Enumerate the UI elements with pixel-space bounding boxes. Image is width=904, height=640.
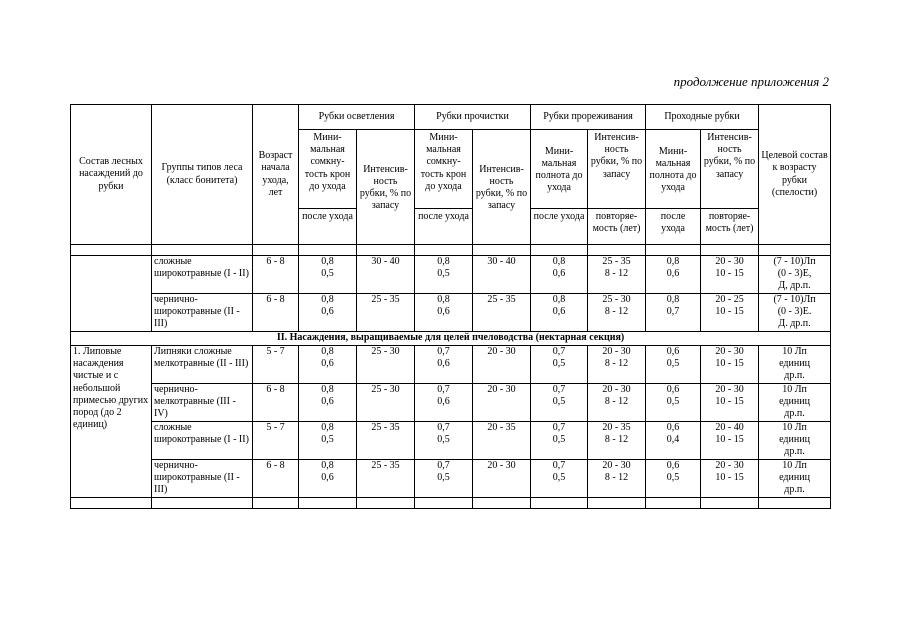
- pr-min-cell: 0,7 0,5: [531, 346, 588, 384]
- pro-min-cell: 0,7 0,6: [415, 384, 473, 422]
- header-osv-min-closure: Мини-мальная сомкну-тость крон до ухода: [299, 130, 357, 209]
- composition-cell: 1. Липовые насаждения чистые и с небольшой примесью других пород (до 2 единиц): [71, 346, 152, 498]
- ph-min-cell: 0,6 0,5: [646, 346, 701, 384]
- pro-int-cell: 20 - 30: [473, 346, 531, 384]
- table-row: [71, 256, 831, 294]
- header-pro-after: после ухода: [415, 209, 473, 245]
- header-target-composition: Целевой состав к возрасту рубки (спелости): [759, 105, 831, 245]
- pr-min-cell: 0,8 0,6: [531, 256, 588, 294]
- pr-min-cell: 0,7 0,5: [531, 460, 588, 498]
- header-prorezhivanie: Рубки прореживания: [531, 105, 646, 130]
- group1-body: [71, 256, 831, 332]
- target-cell: 10 Лп единиц др.п.: [759, 422, 831, 460]
- header-pro-intensity: Интенсив-ность рубки, % по запасу: [473, 130, 531, 245]
- pro-int-cell: 30 - 40: [473, 256, 531, 294]
- ph-min-cell: 0,8 0,6: [646, 256, 701, 294]
- header-prohodnye: Проходные рубки: [646, 105, 759, 130]
- pr-min-cell: 0,7 0,5: [531, 384, 588, 422]
- table-row: [71, 460, 831, 498]
- ph-int-cell: 20 - 25 10 - 15: [701, 294, 759, 332]
- header-composition: Состав лесных насаждений до рубки: [71, 105, 152, 245]
- empty-row-bottom: [71, 498, 831, 509]
- pr-int-cell: 25 - 35 8 - 12: [588, 256, 646, 294]
- pr-int-cell: 20 - 30 8 - 12: [588, 460, 646, 498]
- osv-int-cell: 25 - 35: [357, 294, 415, 332]
- osv-int-cell: 25 - 30: [357, 346, 415, 384]
- composition-cell: [71, 256, 152, 332]
- pro-int-cell: 20 - 30: [473, 384, 531, 422]
- header-row-groups: [71, 105, 831, 130]
- osv-int-cell: 25 - 35: [357, 422, 415, 460]
- table-row: [71, 422, 831, 460]
- section-row: [71, 332, 831, 346]
- header-pro-min-closure: Мини-мальная сомкну-тость крон до ухода: [415, 130, 473, 209]
- forest-care-table: [70, 104, 831, 509]
- table-row: [71, 384, 831, 422]
- target-cell: (7 - 10)Лп (0 - 3)Е, Д, др.п.: [759, 256, 831, 294]
- header-pr-min-density: Мини-мальная полнота до ухода: [531, 130, 588, 209]
- forest-type-cell: чернично-мелкотравные (III - IV): [152, 384, 253, 422]
- forest-type-cell: чернично-широкотравные (II - III): [152, 294, 253, 332]
- table-row: [71, 294, 831, 332]
- ph-min-cell: 0,8 0,7: [646, 294, 701, 332]
- osv-min-cell: 0,8 0,6: [299, 346, 357, 384]
- osv-min-cell: 0,8 0,6: [299, 384, 357, 422]
- age-cell: 6 - 8: [253, 460, 299, 498]
- forest-type-cell: чернично-широкотравные (II - III): [152, 460, 253, 498]
- target-cell: 10 Лп единиц др.п.: [759, 346, 831, 384]
- osv-min-cell: 0,8 0,5: [299, 422, 357, 460]
- header-osv-after: после ухода: [299, 209, 357, 245]
- age-cell: 5 - 7: [253, 422, 299, 460]
- group2-body: [71, 346, 831, 498]
- age-cell: 6 - 8: [253, 256, 299, 294]
- pr-int-cell: 20 - 35 8 - 12: [588, 422, 646, 460]
- forest-type-cell: сложные широкотравные (I - II): [152, 422, 253, 460]
- header-pr-after: после ухода: [531, 209, 588, 245]
- target-cell: 10 Лп единиц др.п.: [759, 460, 831, 498]
- pr-int-cell: 25 - 30 8 - 12: [588, 294, 646, 332]
- ph-min-cell: 0,6 0,4: [646, 422, 701, 460]
- osv-int-cell: 25 - 35: [357, 460, 415, 498]
- empty-row: [71, 245, 831, 256]
- age-cell: 6 - 8: [253, 384, 299, 422]
- header-start-age: Возраст начала ухода, лет: [253, 105, 299, 245]
- pr-min-cell: 0,8 0,6: [531, 294, 588, 332]
- target-cell: 10 Лп единиц др.п.: [759, 384, 831, 422]
- header-ph-after: после ухода: [646, 209, 701, 245]
- pro-int-cell: 25 - 35: [473, 294, 531, 332]
- ph-int-cell: 20 - 30 10 - 15: [701, 346, 759, 384]
- table-row: [71, 346, 831, 384]
- header-osvetlenie: Рубки осветления: [299, 105, 415, 130]
- age-cell: 6 - 8: [253, 294, 299, 332]
- osv-min-cell: 0,8 0,6: [299, 294, 357, 332]
- pro-min-cell: 0,8 0,6: [415, 294, 473, 332]
- forest-type-cell: сложные широкотравные (I - II): [152, 256, 253, 294]
- header-pr-intensity: Интенсив-ность рубки, % по запасу: [588, 130, 646, 209]
- header-ph-repeat: повторяе-мость (лет): [701, 209, 759, 245]
- pro-min-cell: 0,8 0,5: [415, 256, 473, 294]
- target-cell: (7 - 10)Лп (0 - 3)Е. Д. др.п.: [759, 294, 831, 332]
- ph-int-cell: 20 - 40 10 - 15: [701, 422, 759, 460]
- ph-int-cell: 20 - 30 10 - 15: [701, 256, 759, 294]
- header-forest-types: Группы типов леса (класс бонитета): [152, 105, 253, 245]
- pr-min-cell: 0,7 0,5: [531, 422, 588, 460]
- osv-int-cell: 25 - 30: [357, 384, 415, 422]
- pro-min-cell: 0,7 0,5: [415, 422, 473, 460]
- header-osv-intensity: Интенсив-ность рубки, % по запасу: [357, 130, 415, 245]
- age-cell: 5 - 7: [253, 346, 299, 384]
- section-title: II. Насаждения, выращиваемые для целей пчеловодства (нектарная секция): [71, 332, 831, 346]
- header-ph-intensity: Интенсив-ность рубки, % по запасу: [701, 130, 759, 209]
- pr-int-cell: 20 - 30 8 - 12: [588, 384, 646, 422]
- pro-int-cell: 20 - 35: [473, 422, 531, 460]
- ph-int-cell: 20 - 30 10 - 15: [701, 384, 759, 422]
- ph-min-cell: 0,6 0,5: [646, 384, 701, 422]
- pro-int-cell: 20 - 30: [473, 460, 531, 498]
- ph-int-cell: 20 - 30 10 - 15: [701, 460, 759, 498]
- osv-min-cell: 0,8 0,6: [299, 460, 357, 498]
- osv-min-cell: 0,8 0,5: [299, 256, 357, 294]
- header-pr-repeat: повторяе-мость (лет): [588, 209, 646, 245]
- pro-min-cell: 0,7 0,6: [415, 346, 473, 384]
- forest-type-cell: Липняки сложные мелкотравные (II - III): [152, 346, 253, 384]
- header-prochistka: Рубки прочистки: [415, 105, 531, 130]
- appendix-caption: продолжение приложения 2: [673, 74, 829, 89]
- pro-min-cell: 0,7 0,5: [415, 460, 473, 498]
- osv-int-cell: 30 - 40: [357, 256, 415, 294]
- header-ph-min-density: Мини-мальная полнота до ухода: [646, 130, 701, 209]
- pr-int-cell: 20 - 30 8 - 12: [588, 346, 646, 384]
- ph-min-cell: 0,6 0,5: [646, 460, 701, 498]
